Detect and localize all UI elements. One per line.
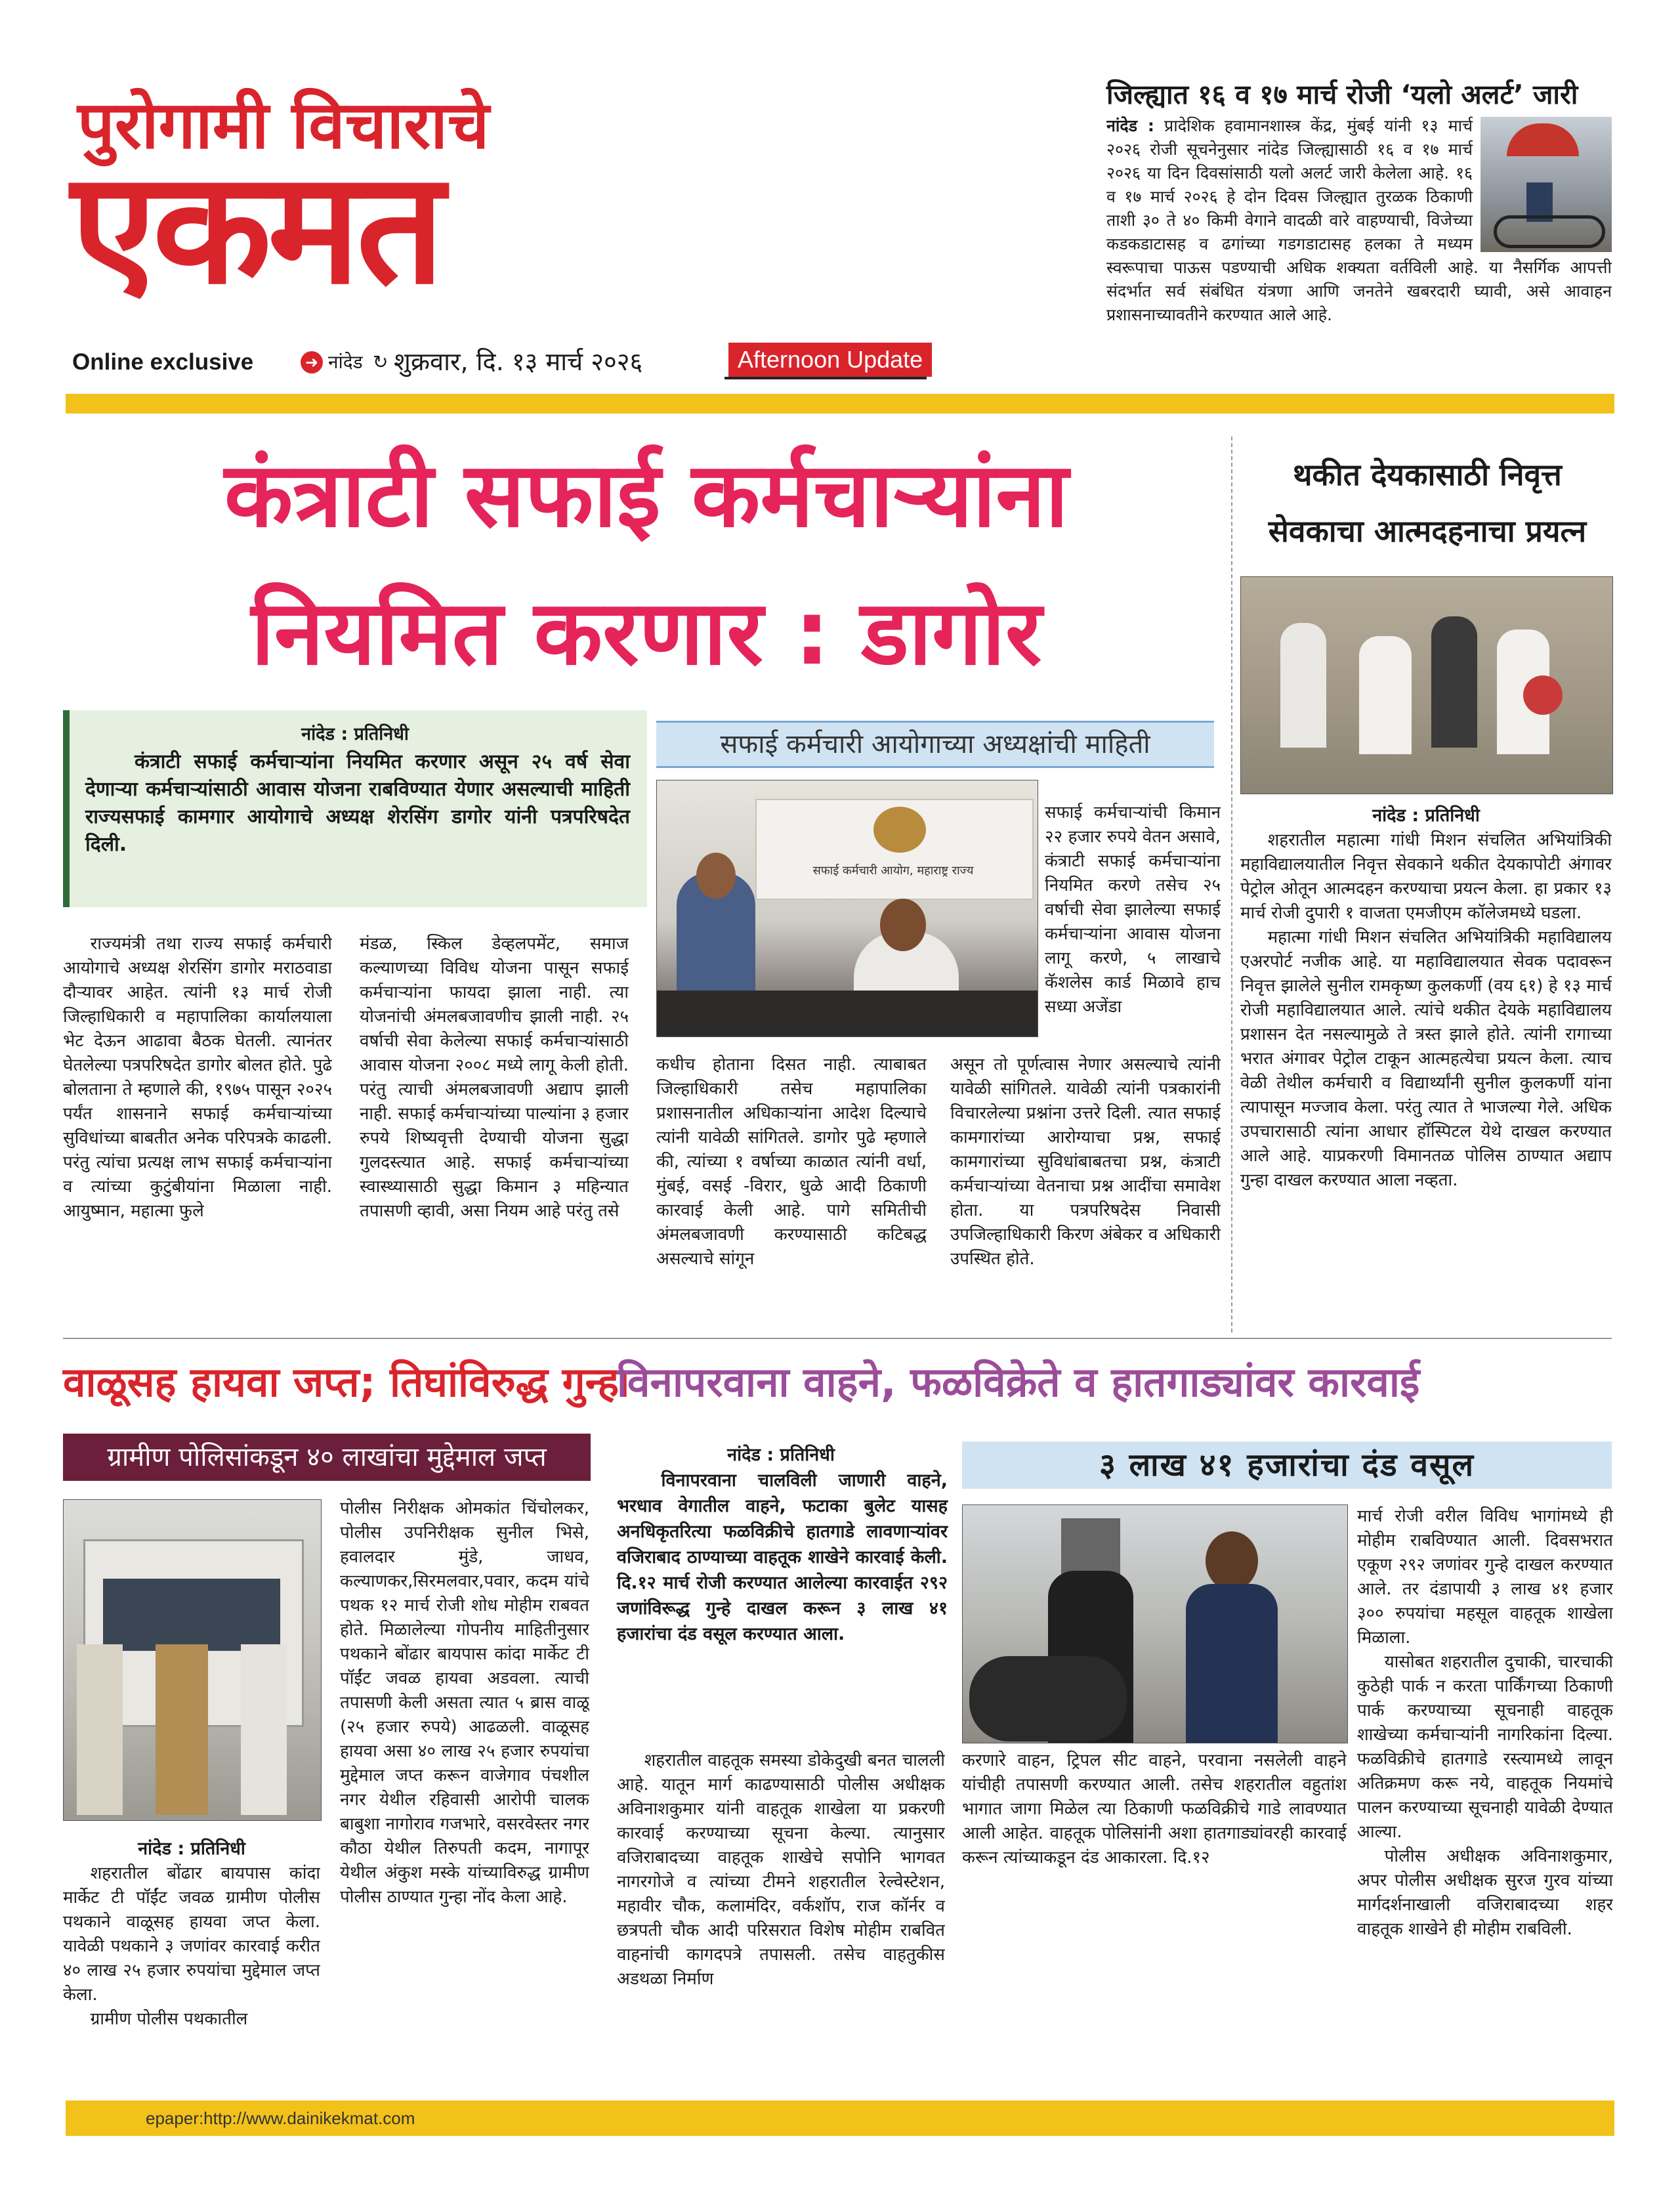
lead-intro: कंत्राटी सफाई कर्मचाऱ्यांना नियमित करणार असून २५ वर्ष सेवा देणाऱ्या कर्मचाऱ्यांसाठी आवास योजना राबविण्यात येणार असल्याची माहिती राज्यसफाई कामगार आयोगाचे अध्यक्ष शेरसिंग डागोर यांनी पत्रपरिषदेत दिली. xyxy=(85,750,630,856)
sand-subhead: ग्रामीण पोलिसांकडून ४० लाखांचा मुद्देमाल जप्त xyxy=(63,1434,591,1481)
traffic-subhead: ३ लाख ४१ हजारांचा दंड वसूल xyxy=(962,1441,1612,1489)
dateline-cycle-icon: ↻ xyxy=(373,351,388,373)
masthead-rule xyxy=(66,394,1614,414)
lead-col3a: कधीच होताना दिसत नाही. त्याबाबत जिल्हाधिकारी तसेच महापालिका प्रशासनातील अधिकाऱ्यांना आदेश दिल्याचे त्यांनी यावेळी सांगितले. डागोर पुढे म्हणाले की, त्यांच्या १ वर्षाच्या काळात त्यांनी वर्धा, मुंबई, वसई -विरार, धुळे आदी ठिकाणी कारवाई केली आहे. पागे समितीची अंमलबजावणी करण्यासाठी कटिबद्ध असल्याचे सांगून xyxy=(656,1055,927,1269)
lead-col3b: असून तो पूर्णत्वास नेणार असल्याचे त्यांनी यावेळी सांगितले. यावेळी त्यांनी पत्रकारांनी विचारलेल्या प्रश्नांना उत्तरे दिली. त्यात सफाई कामगारांच्या आरोग्याचा प्रश्न, सफाई कामगारांच्या सुविधांबाबतचा प्रश्न, कंत्राटी कर्मचाऱ्यांच्या वेतनाचा प्रश्न आदींचा समावेश होता. या पत्रपरिषदेस निवासी उपजिल्हाधिकारी किरण अंबेकर व अधिकारी उपस्थित होते. xyxy=(950,1055,1221,1269)
photo-banner-text: सफाई कर्मचारी आयोग, महाराष्ट्र राज्य xyxy=(812,864,974,878)
online-exclusive-label: Online exclusive xyxy=(72,349,254,375)
section-divider xyxy=(63,1338,1612,1339)
weather-text: प्रादेशिक हवामानशास्त्र केंद्र, मुंबई यांनी १३ मार्च २०२६ रोजी सूचनेनुसार नांदेड जिल्ह्यासाठी १६ व १७ मार्च २०२६ या दिन दिवसांसाठी यलो अलर्ट जारी केलेला आहे. १६ व १७ मार्च २०२६ हे दोन दिवस जिल्ह्यात तुरळक ठिकाणी ताशी ३० ते ४० किमी वेगाने वादळी वारे वाहण्याची, विजेच्या कडकडाटासह व ढगांच्या गडगडाटासह हलका ते मध्यम स्वरूपाचा पाऊस पडण्याची अधिक शक्यता वर्तविली आहे. या नैसर्गिक आपत्ती संदर्भात सर्व संबंधित यंत्रणा आणि जनतेने खबरदारी घ्यावी, असे आवाहन प्रशासनाच्यावतीने करण्यात आले आहे. xyxy=(1106,116,1612,324)
immolation-photo xyxy=(1240,576,1613,794)
lead-photo xyxy=(656,780,1038,1037)
badge-shadow xyxy=(724,377,927,379)
weather-headline: जिल्ह्यात १६ व १७ मार्च रोजी ‘यलो अलर्ट’ जारी xyxy=(1106,79,1578,110)
sand-col2: पोलीस निरीक्षक ओमकांत चिंचोलकर, पोलीस उपनिरीक्षक सुनील भिसे, हवालदार मुंडे, जाधव, कल्याणकर,सिरमलवार,पवार, कदम यांचे पथक १२ मार्च रोजी शोध मोहीम राबवत होते. मिळालेल्या गोपनीय माहितीनुसार पथकाने बोंढार बायपास कांदा मार्केट टी पॉईंट जवळ हायवा अडवला. त्याची तपासणी केली असता त्यात ५ ब्रास वाळू (२५ हजार रुपये) आढळली. वाळूसह हायवा असा ४० लाख २५ हजार रुपयांचा मुद्देमाल जप्त करून वाजेगाव पंचशील नगर येथील रहिवासी आरोपी चालक बाबुशा नागोराव गजभारे, वसरवेस्तर नगर कौठा येथील तिरुपती कदम, नागापूर येथील अंकुश मस्के यांच्याविरुद्ध ग्रामीण पोलीस ठाण्यात गुन्हा नोंद केला आहे. xyxy=(340,1499,589,1907)
masthead-tagline: पुरोगामी विचाराचे xyxy=(77,87,490,163)
lead-headline-line2: नियमित करणार : डागोर xyxy=(251,582,1042,685)
lead-subhead: सफाई कर्मचारी आयोगाच्या अध्यक्षांची माहिती xyxy=(656,721,1214,768)
weather-body xyxy=(1106,114,1612,390)
sand-byline: नांदेड : प्रतिनिधी xyxy=(138,1839,245,1859)
dateline-date: शुक्रवार, दि. १३ मार्च २०२६ xyxy=(394,347,643,376)
traffic-headline: विनापरवाना वाहने, फळविक्रेते व हातगाड्यांवर कारवाई xyxy=(617,1358,1420,1406)
lead-byline: नांदेड : प्रतिनिधी xyxy=(301,724,409,744)
weather-photo xyxy=(1480,117,1612,252)
sand-col1: शहरातील बोंढार बायपास कांदा मार्केट टी पॉईंट जवळ ग्रामीण पोलीस पथकाने वाळूसह हायवा जप्त केला. यावेळी पथकाने ३ जणांवर कारवाई करीत ४० लाख २५ हजार रुपयांचा मुद्देमाल जप्त केला. ग्रामीण पोलीस पथकातील xyxy=(63,1864,320,2029)
traffic-col3: मार्च रोजी वरील विविध भागांमध्ये ही मोहीम राबविण्यात आली. दिवसभरात एकूण २९२ जणांवर गुन्हे दाखल करण्यात आले. तर दंडापायी ३ लाख ४१ हजार ३०० रुपयांचा महसूल वाहतूक शाखेला मिळाला. यासोबत शहरातील दुचाकी, चारचाकी कुठेही पार्क न करता पार्किंगच्या ठिकाणी पार्क करण्याच्या सूचनाही वाहतूक शाखेच्या कर्मचाऱ्यांनी नागरिकांना दिल्या. फळविक्रीचे हातगाडे रस्त्यामध्ये लावून अतिक्रमण करू नये, वाहतूक नियमांचे पालन करण्याच्या सूचनाही यावेळी देण्यात आल्या. पोलीस अधीक्षक अविनाशकुमार, अपर पोलीस अधीक्षक सुरज गुरव यांच्या मार्गदर्शनाखाली वजिराबादच्या शहर वाहतूक शाखेने ही मोहीम राबविली. xyxy=(1357,1506,1613,1939)
column-divider xyxy=(1231,437,1232,1333)
lead-col3-top: सफाई कर्मचाऱ्यांची किमान २२ हजार रुपये वेतन असावे, कंत्राटी सफाई कर्मचाऱ्यांना नियमित करणे तसेच २५ वर्षाची सेवा झालेल्या सफाई कर्मचाऱ्यांना आवास योजना लागू करणे, ५ लाखाचे कॅशलेस कार्ड मिळावे हाच सध्या अजेंडा xyxy=(1045,803,1221,1017)
sand-headline: वाळूसह हायवा जप्त; तिघांविरुद्ध गुन्हा xyxy=(63,1358,630,1406)
lead-col2: मंडळ, स्किल डेव्हलपमेंट, समाज कल्याणच्या विविध योजना पासून सफाई कर्मचाऱ्यांना फायदा झाला नाही. त्या योजनांची अंमलबजावणीच झाली नाही. २५ वर्षाची सेवा केलेल्या सफाई कर्मचाऱ्यांसाठी आवास योजना २००८ मध्ये लागू केली होती. परंतु त्याची अंमलबजावणी अद्याप झाली नाही. सफाई कर्मचाऱ्यांच्या पाल्यांना ३ हजार रुपये शिष्यवृत्ती देण्याची योजना सुद्धा गुलदस्त्यात आहे. सफाई कर्मचाऱ्यांच्या स्वास्थ्यासाठी सुद्धा किमान ३ महिन्यात तपासणी व्हावी, असा नियम आहे परंतु तसे xyxy=(360,934,629,1221)
edition-badge: Afternoon Update xyxy=(728,343,932,377)
immolation-headline-line1: थकीत देयकासाठी निवृत्त xyxy=(1293,457,1562,492)
circle-arrow-icon: ➜ xyxy=(301,351,323,373)
weather-place: नांदेड : xyxy=(1106,116,1154,135)
immolation-body: शहरातील महात्मा गांधी मिशन संचलित अभियांत्रिकी महाविद्यालयातील निवृत्त सेवकाने थकीत देयकापोटी अंगावर पेट्रोल ओतून आत्मदहन करण्याचा प्रयत्न केला. हा प्रकार १३ मार्च रोजी दुपारी १ वाजता एमजीएम कॉलेजमध्ये घडला. महात्मा गांधी मिशन संचलित अभियांत्रिकी महाविद्यालय एअरपोर्ट नजीक आहे. या महाविद्यालयात सेवक पदावरून निवृत्त झालेले सुनील रामकृष्ण कुलकर्णी (वय ६१) हे १३ मार्च रोजी महाविद्यालयात आले. त्यांचे थकीत देयके महाविद्यालय प्रशासन देत नसल्यामुळे ते त्रस्त झाले होते. त्यांनी रागाच्या भरात अंगावर पेट्रोल टाकून आत्महत्येचा प्रयत्न केला. त्याच वेळी तेथील कर्मचारी व विद्यार्थ्यांनी सुनील कुलकर्णी यांना त्यापासून मज्जाव केला. परंतु त्यात ते भाजल्या गेले. अधिक उपचारासाठी त्यांना आधार हॉस्पिटल येथे दाखल करण्यात आले आहे. याप्रकरणी विमानतळ पोलिस ठाण्यात अद्याप गुन्हा दाखल करण्यात आला नव्हता. xyxy=(1240,830,1612,1190)
immolation-headline-line2: सेवकाचा आत्मदहनाचा प्रयत्न xyxy=(1268,513,1587,549)
sand-photo xyxy=(63,1499,322,1821)
traffic-byline: नांदेड : प्रतिनिधी xyxy=(727,1445,835,1465)
traffic-col2: करणारे वाहन, ट्रिपल सीट वाहने, परवाना नसलेली वाहने यांचीही तपासणी करण्यात आली. तसेच शहरातील वहुतांश भागात जागा मिळेल त्या ठिकाणी फळविक्रीचे गाडे लावण्यात आली आहेत. वाहतूक पोलिसांनी अशा हातगाड्यांवरही कारवाई करून त्यांच्याकडून दंड आकारला. दि.१२ xyxy=(962,1751,1347,1867)
masthead-title: एकमत xyxy=(71,138,441,318)
traffic-photo xyxy=(962,1504,1348,1743)
traffic-col1: शहरातील वाहतूक समस्या डोकेदुखी बनत चालली आहे. यातून मार्ग काढण्यासाठी पोलीस अधीक्षक अविनाशकुमार यांनी वाहतूक शाखेला या प्रकरणी कारवाई करण्याच्या सूचना केल्या. त्यानुसार वजिराबादच्या वाहतूक शाखेचे सपोनि भागवत नागरगोजे व त्यांच्या टीमने शहरातील रेल्वेस्टेशन, महावीर चौक, कलामंदिर, वर्कशॉप, राज कॉर्नर व छत्रपती चौक आदी परिसरात विशेष मोहीम राबवित वाहनांची कागदपत्रे तपासली. तसेच वाहतुकीस अडथळा निर्माण xyxy=(617,1751,945,1989)
immolation-byline: नांदेड : प्रतिनिधी xyxy=(1372,805,1480,826)
lead-col1: राज्यमंत्री तथा राज्य सफाई कर्मचारी आयोगाचे अध्यक्ष शेरसिंग डागोर मराठवाडा दौऱ्यावर आहेत. त्यांनी १३ मार्च रोजी जिल्हाधिकारी व महापालिका कार्यालयाला भेट देऊन आढावा बैठक घेतली. त्यानंतर घेतलेल्या पत्रपरिषदेत डागोर बोलत होते. पुढे बोलताना ते म्हणाले की, १९७५ पासून २०२५ पर्यंत शासनाने सफाई कर्मचाऱ्यांच्या सुविधांच्या बाबतीत अनेक परिपत्रके काढली. परंतु त्यांचा प्रत्यक्ष लाभ सफाई कर्मचाऱ्यांना व त्यांच्या कुटुंबीयांना मिळाला नाही. आयुष्मान, महात्मा फुले xyxy=(63,934,332,1221)
lead-headline-line1: कंत्राटी सफाई कर्मचाऱ्यांना xyxy=(224,444,1069,547)
traffic-intro: विनापरवाना चालविली जाणारी वाहने, भरधाव वेगातील वाहने, फटाका बुलेट यासह अनधिकृतरित्या फळविक्रीचे हातगाडे लावणाऱ्यांवर वजिराबाद ठाण्याच्या वाहतूक शाखेने कारवाई केली. दि.१२ मार्च रोजी करण्यात आलेल्या कारवाईत २९२ जणांविरूद्ध गुन्हे दाखल करून ३ लाख ४१ हजारांचा दंड वसूल करण्यात आला. xyxy=(617,1470,948,1644)
dateline-place: नांदेड xyxy=(328,351,363,373)
epaper-link[interactable]: epaper:http://www.dainikekmat.com xyxy=(146,2108,415,2128)
